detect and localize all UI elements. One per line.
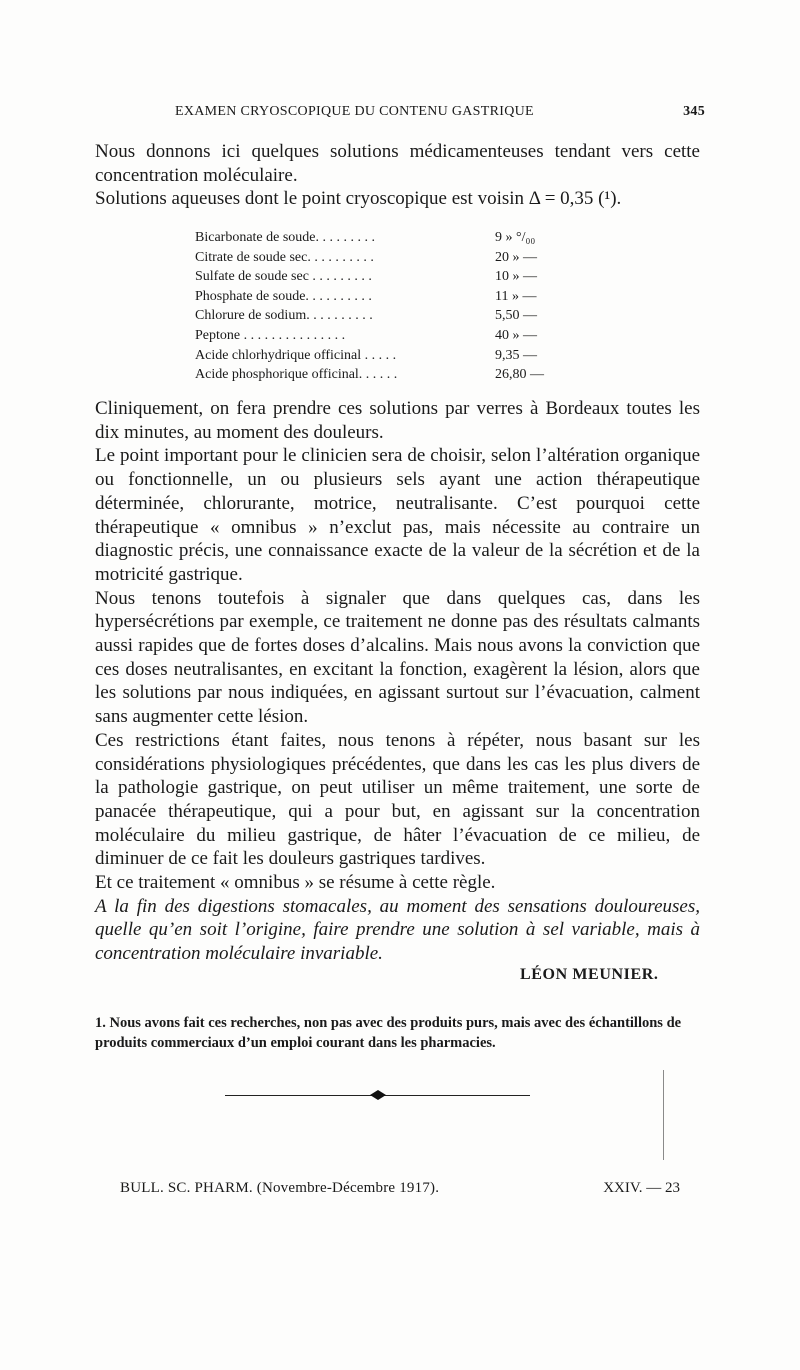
solution-name: Acide chlorhydrique officinal . . . . . <box>195 347 397 363</box>
main-text <box>95 397 700 966</box>
intro-text <box>95 140 700 211</box>
solution-dose: 40 » — <box>495 327 537 343</box>
paragraph-rule-intro: Et ce traitement « omnibus » se résume à cette règle. <box>95 872 496 894</box>
solution-dose: 26,80 — <box>495 367 544 383</box>
solutions-table <box>195 228 595 385</box>
solution-row <box>195 267 595 287</box>
solution-dose: 10 » — <box>495 269 537 285</box>
solution-dose: 9,35 — <box>495 347 537 363</box>
solution-row <box>195 248 595 268</box>
paragraph-rule: A la fin des digestions stomacales, au moment des sensations douloureuses, quelle qu’en soit l’origine, faire prendre une solution à sel variable, mais à concentration moléculaire invariable. <box>95 895 700 965</box>
solution-name: Phosphate de soude. . . . . . . . . . <box>195 288 372 304</box>
volume-signature: XXIV. — 23 <box>603 1180 680 1196</box>
solution-dose: 20 » — <box>495 249 537 265</box>
diamond-icon <box>370 1090 386 1100</box>
paragraph-hypersecretions: Nous tenons toutefois à signaler que dans quelques cas, dans les hypersécrétions par exemple, ce traitement ne donne pas des résultats calmants aussi rapides que de fortes doses d’alcalins. Mais nous avons la conviction que ces doses neutralisantes, en excitant la fonction, exagèrent la lésion, alors que les solutions par nous indiquées, en agissant surtout sur l’évacuation, calment sans augmenter cette lésion. <box>95 587 700 728</box>
solution-row <box>195 346 595 366</box>
solution-name: Chlorure de sodium. . . . . . . . . . <box>195 308 373 324</box>
intro-line-2: Solutions aqueuses dont le point cryoscopique est voisin Δ = 0,35 (¹). <box>95 188 622 210</box>
solution-name: Citrate de soude sec. . . . . . . . . . <box>195 249 374 265</box>
solution-dose: 11 » — <box>495 288 537 304</box>
solution-name: Bicarbonate de soude. . . . . . . . . <box>195 230 376 245</box>
paragraph-clinical-use: Cliniquement, on fera prendre ces solutions par verres à Bordeaux toutes les dix minutes, au moment des douleurs. <box>95 398 700 443</box>
paragraph-important-point: Le point important pour le clinicien sera de choisir, selon l’altération organique ou fonctionnelle, un ou plusieurs sels ayant une action thérapeutique déterminée, chlorurante, motrice, neutralisante. C’est pourquoi cette thérapeutique « omnibus » n’exclut pas, mais nécessite au contraire un diagnostic précis, une connaissance exacte de la valeur de la sécrétion et de la motricité gastrique. <box>95 445 700 585</box>
solution-row <box>195 306 595 326</box>
solution-dose: 5,50 — <box>495 308 537 324</box>
author-signature: LÉON MEUNIER. <box>520 966 659 983</box>
journal-reference: BULL. SC. PHARM. (Novembre-Décembre 1917). <box>120 1180 440 1196</box>
solution-row <box>195 228 595 248</box>
margin-rule <box>663 1070 664 1160</box>
footnote: 1. Nous avons fait ces recherches, non pas avec des produits purs, mais avec des échantillons de produits commerciaux d’un emploi courant dans les pharmacies. <box>95 1015 682 1051</box>
section-ornament <box>225 1087 530 1103</box>
solution-dose: 9 » °/₀₀ <box>495 230 536 245</box>
solution-name: Sulfate de soude sec . . . . . . . . . <box>195 269 372 285</box>
running-title: EXAMEN CRYOSCOPIQUE DU CONTENU GASTRIQUE <box>175 104 534 119</box>
intro-line-1: Nous donnons ici quelques solutions médicamenteuses tendant vers cette concentration moléculaire. <box>95 141 700 186</box>
solution-name: Acide phosphorique officinal. . . . . . <box>195 367 398 383</box>
solution-row <box>195 287 595 307</box>
solution-row <box>195 326 595 346</box>
page-number: 345 <box>683 104 705 119</box>
solution-row <box>195 365 595 385</box>
solution-name: Peptone . . . . . . . . . . . . . . . <box>195 327 346 343</box>
paragraph-restrictions: Ces restrictions étant faites, nous tenons à répéter, nous basant sur les considérations physiologiques précédentes, que dans les cas les plus divers de la pathologie gastrique, on peut utiliser un même traitement, une sorte de panacée thérapeutique, qui a pour but, en agissant sur la concentration moléculaire du milieu gastrique, de hâter l’évacuation de ce milieu, de diminuer de ce fait les douleurs gastriques tardives. <box>95 729 700 870</box>
